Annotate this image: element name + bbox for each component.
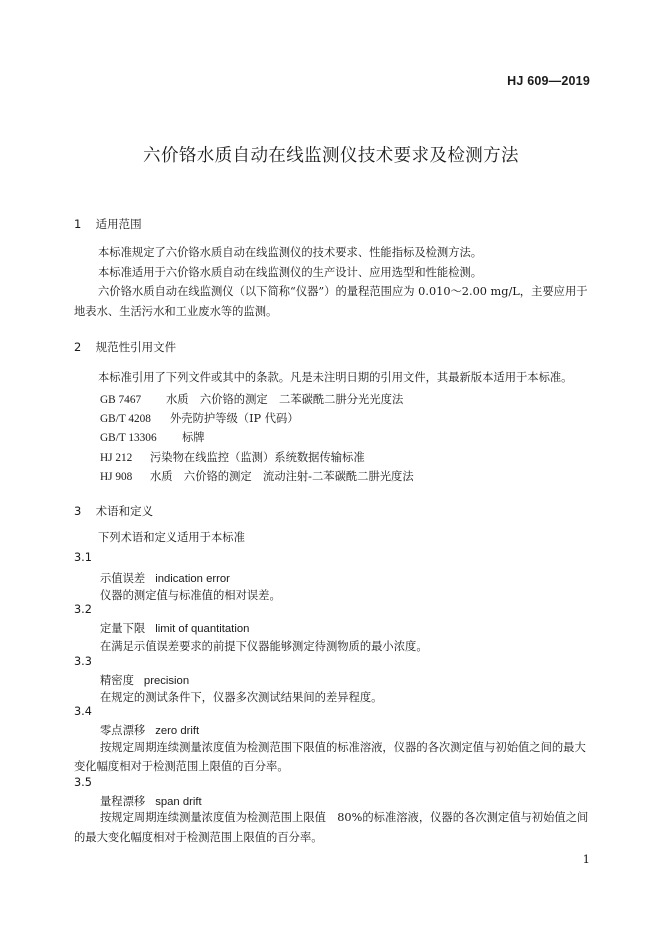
term-en: zero drift bbox=[155, 725, 200, 737]
term-number: 3.3 bbox=[74, 655, 92, 668]
paragraph: 本标准引用了下列文件或其中的条款。凡是未注明日期的引用文件，其最新版本适用于本标准。 bbox=[98, 371, 573, 384]
term-title bbox=[100, 620, 249, 636]
reference-code: HJ 212 bbox=[100, 452, 133, 464]
paragraph: 本标准规定了六价铬水质自动在线监测仪的技术要求、性能指标及检测方法。 bbox=[98, 246, 483, 259]
reference-title: 外壳防护等级（IP 代码） bbox=[170, 412, 299, 425]
term-title bbox=[100, 722, 199, 738]
reference-item bbox=[100, 391, 403, 407]
reference-title: 标牌 bbox=[182, 431, 205, 444]
term-definition: 在满足示值误差要求的前提下仪器能够测定待测物质的最小浓度。 bbox=[100, 640, 428, 653]
reference-code: HJ 908 bbox=[100, 471, 133, 483]
paragraph: 地表水、生活污水和工业废水等的监测。 bbox=[74, 305, 278, 318]
section-title: 规范性引用文件 bbox=[95, 340, 177, 354]
term-en: precision bbox=[143, 675, 190, 687]
term-definition: 的最大变化幅度相对于检测范围上限值的百分率。 bbox=[74, 831, 323, 844]
term-definition: 在规定的测试条件下，仪器多次测试结果间的差异程度。 bbox=[100, 691, 383, 704]
term-en: span drift bbox=[155, 796, 202, 808]
paragraph: 下列术语和定义适用于本标准 bbox=[98, 531, 245, 544]
term-zh: 定量下限 bbox=[100, 622, 146, 635]
term-number: 3.4 bbox=[74, 705, 92, 718]
paragraph: 六价铬水质自动在线监测仪（以下简称“仪器”）的量程范围应为 0.010～2.00 mg/L，主要应用于 bbox=[98, 285, 588, 298]
reference-item bbox=[100, 410, 299, 426]
term-number: 3.1 bbox=[74, 551, 92, 564]
section-title: 术语和定义 bbox=[95, 504, 154, 518]
section-3-heading bbox=[74, 503, 153, 519]
document-title: 六价铬水质自动在线监测仪技术要求及检测方法 bbox=[143, 146, 519, 166]
term-zh: 量程漂移 bbox=[100, 795, 146, 808]
term-number: 3.5 bbox=[74, 776, 92, 789]
reference-item bbox=[100, 449, 365, 465]
term-en: indication error bbox=[155, 573, 230, 585]
reference-item bbox=[100, 429, 205, 445]
term-definition: 变化幅度相对于检测范围上限值的百分率。 bbox=[74, 760, 289, 773]
term-definition: 按规定周期连续测量浓度值为检测范围上限值 80%的标准溶液，仪器的各次测定值与初始值之间 bbox=[100, 811, 589, 824]
page-number: 1 bbox=[582, 852, 590, 866]
term-definition: 仪器的测定值与标准值的相对误差。 bbox=[100, 589, 281, 602]
term-zh: 示值误差 bbox=[100, 572, 146, 585]
term-number: 3.2 bbox=[74, 603, 92, 616]
reference-code: GB/T 4208 bbox=[100, 413, 151, 425]
term-title bbox=[100, 793, 202, 809]
section-2-heading bbox=[74, 339, 176, 355]
section-number: 2 bbox=[74, 340, 82, 354]
section-number: 3 bbox=[74, 504, 82, 518]
section-1-heading bbox=[74, 216, 142, 232]
reference-title: 污染物在线监控（监测）系统数据传输标准 bbox=[150, 451, 365, 464]
term-title bbox=[100, 570, 230, 586]
paragraph: 本标准适用于六价铬水质自动在线监测仪的生产设计、应用选型和性能检测。 bbox=[98, 266, 483, 279]
reference-code: GB 7467 bbox=[100, 394, 142, 406]
section-title: 适用范围 bbox=[95, 217, 142, 231]
reference-title: 水质 六价铬的测定 二苯碳酰二肼分光光度法 bbox=[166, 393, 404, 406]
reference-code: GB/T 13306 bbox=[100, 432, 157, 444]
term-title bbox=[100, 672, 189, 688]
term-en: limit of quantitation bbox=[155, 623, 250, 635]
reference-item bbox=[100, 468, 414, 484]
term-zh: 零点漂移 bbox=[100, 724, 146, 737]
standard-code: HJ 609—2019 bbox=[507, 74, 590, 88]
term-zh: 精密度 bbox=[100, 674, 134, 687]
section-number: 1 bbox=[74, 217, 82, 231]
term-definition: 按规定周期连续测量浓度值为检测范围下限值的标准溶液，仪器的各次测定值与初始值之间的最大 bbox=[100, 741, 586, 754]
reference-title: 水质 六价铬的测定 流动注射-二苯碳酰二肼光度法 bbox=[150, 470, 414, 483]
